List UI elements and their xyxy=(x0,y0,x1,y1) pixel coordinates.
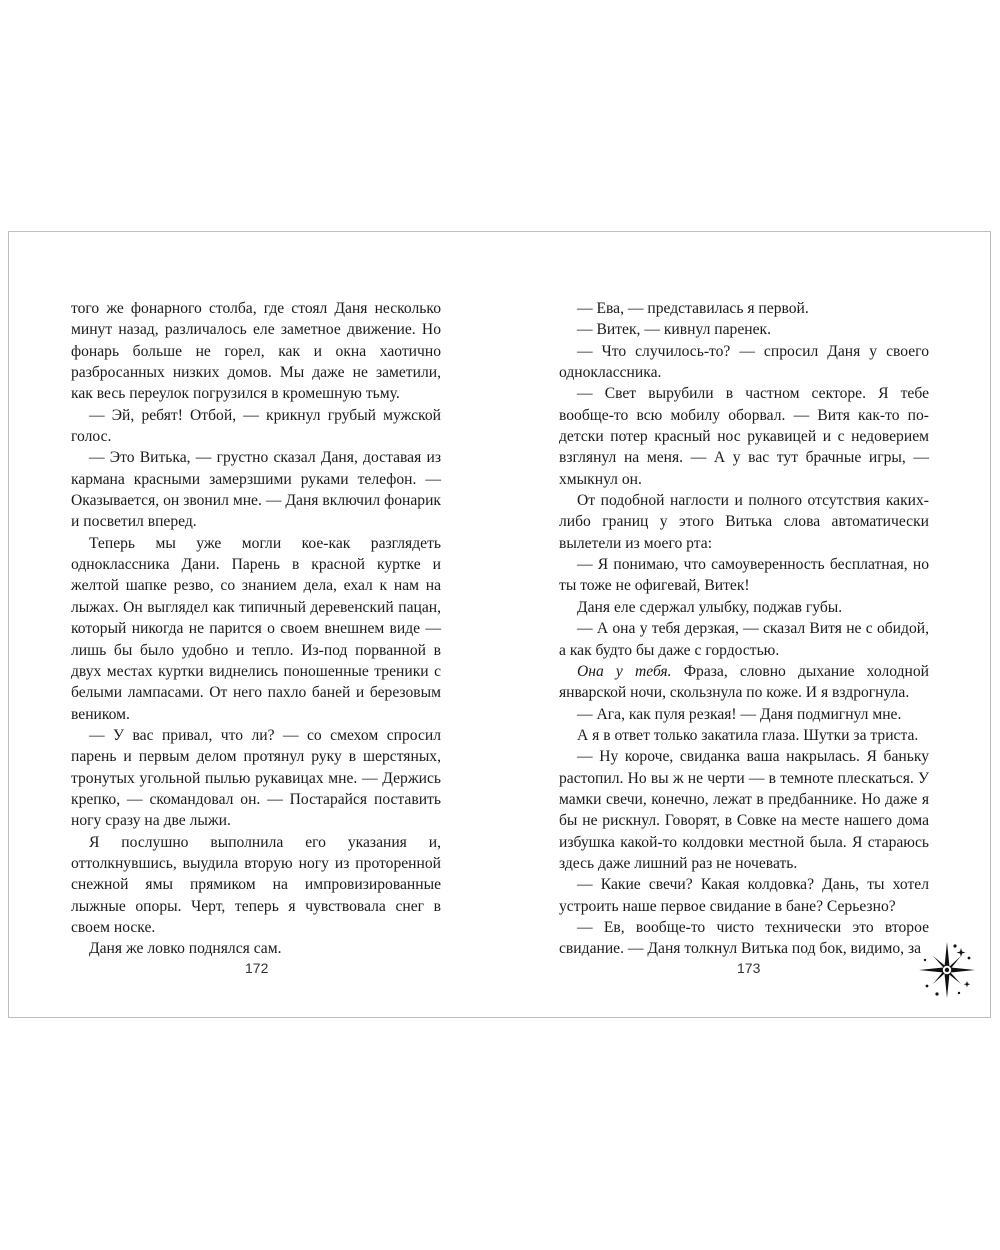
paragraph: — Витек, — кивнул паренек. xyxy=(577,321,771,339)
paragraph-text: Фраза, словно дыхание холодной январской ночи, скользнула по коже. И я вздрогнула. xyxy=(559,662,929,702)
paragraph: того же фонарного столба, где стоял Даня несколько минут назад, различалось еле заметное движение. Но фонарь больше не горел, как и окна хаотично разбросанных низких домов. Мы даже не заметили, как весь переулок погрузился в кромешную тьму. xyxy=(71,300,441,403)
paragraph: — Эй, ребят! Отбой, — крикнул грубый мужской голос. xyxy=(71,406,441,446)
paragraph: Даня еле сдержал улыбку, поджав губы. xyxy=(577,598,843,616)
page-number-left: 172 xyxy=(245,960,269,976)
paragraph: — Я понимаю, что самоуверенность бесплатная, но ты тоже не офигевай, Витек! xyxy=(559,556,929,595)
paragraph: — Ага, как пуля резкая! — Даня подмигнул мне. xyxy=(577,705,902,723)
paragraph: — Что случилось-то? — спросил Даня у своего одноклассника. xyxy=(559,342,929,382)
paragraph: — Ев, вообще-то чисто технически это второе свидание. — Даня толкнул Витька под бок, видимо, за xyxy=(559,918,929,958)
paragraph: — Свет вырубили в частном секторе. Я тебе вообще-то всю мобилу оборвал. — Витя как-то по-детски потер красный нос рукавицей и с недоверием взглянул на меня. — А у вас тут брачные игры, — хмыкнул он. xyxy=(559,385,929,488)
right-page xyxy=(559,298,929,960)
paragraph: Даня же ловко поднялся сам. xyxy=(89,940,282,958)
italic-phrase: Она у тебя. xyxy=(577,662,672,680)
paragraph: А я в ответ только закатила глаза. Шутки за триста. xyxy=(577,726,919,744)
paragraph: Теперь мы уже могли кое-как разглядеть одноклассника Дани. Парень в красной куртке и желтой шапке резво, со знанием дела, ехал к нам на лыжах. Он выглядел как типичный деревенский пацан, который никогда не парится о своем внешнем виде — лишь бы было удобно и тепло. Из-под порванной в двух местах куртки виднелись поношенные треники с белыми лампасами. От него пахло баней и березовым веником. xyxy=(71,534,441,723)
paragraph: — У вас привал, что ли? — со смехом спросил парень и первым делом протянул руку в шерстяных, тронутых угольной пылью рукавицах мне. — Держись крепко, — скомандовал он. — Постарайся поставить ногу сразу на две лыжи. xyxy=(71,726,441,830)
paragraph: — А она у тебя дерзкая, — сказал Витя не с обидой, а как будто бы даже с гордостью. xyxy=(559,620,929,659)
paragraph: — Это Витька, — грустно сказал Даня, доставая из кармана красными замерзшими руками телефон. — Оказывается, он звонил мне. — Даня включил фонарик и посветил вперед. xyxy=(71,449,441,531)
compass-star-icon xyxy=(915,938,979,1002)
paragraph: — Ну короче, свиданка ваша накрылась. Я баньку растопил. Но вы ж не черти — в темноте плескаться. У мамки свечи, конечно, лежат в предбаннике. Но даже я бы не рискнул. Говорят, в Совке на месте нашего дома избушка какой-то колдовки местной была. Я стараюсь здесь даже лишний раз не ночевать. xyxy=(559,748,929,872)
book-spread xyxy=(8,231,991,1018)
paragraph: Я послушно выполнила его указания и, оттолкнувшись, выудила вторую ногу из проторенной снежной ямы прямиком на импровизированные лыжные опоры. Черт, теперь я чувствовала снег в своем носке. xyxy=(71,833,441,936)
left-page xyxy=(71,298,441,960)
paragraph xyxy=(559,661,929,704)
paragraph: — Какие свечи? Какая колдовка? Дань, ты хотел устроить наше первое свидание в бане? Серьезно? xyxy=(559,876,929,915)
paragraph: — Ева, — представилась я первой. xyxy=(577,300,809,317)
paragraph: От подобной наглости и полного отсутствия каких-либо границ у этого Витька слова автоматически вылетели из моего рта: xyxy=(559,492,929,552)
page-number-right: 173 xyxy=(737,960,761,976)
